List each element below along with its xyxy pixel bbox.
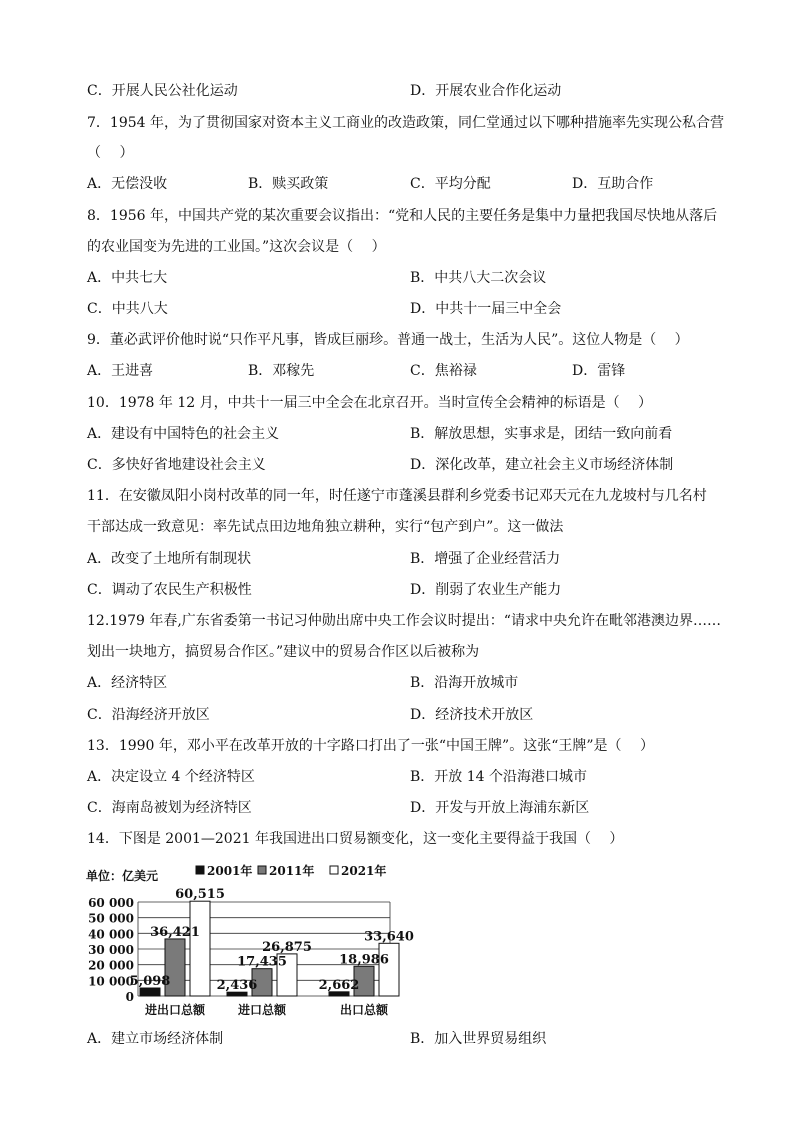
chart-unit-label: 单位：亿美元 bbox=[86, 869, 159, 883]
q7-option-a: A．无偿没收 bbox=[87, 176, 168, 192]
y-tick-label: 60 000 bbox=[88, 896, 134, 910]
q12-option-b: B．沿海开放城市 bbox=[410, 675, 519, 691]
q13-stem: 13．1990 年，邓小平在改革开放的十字路口打出了一张“中国王牌”。这张“王牌”是（ ） bbox=[87, 738, 654, 754]
q12-option-c: C．沿海经济开放区 bbox=[87, 707, 210, 723]
y-tick-label: 0 bbox=[125, 990, 134, 1004]
y-tick-label: 50 000 bbox=[88, 911, 134, 926]
bar-value-label: 2,662 bbox=[318, 977, 360, 993]
q7-stem-cont: （ ） bbox=[87, 145, 134, 161]
bar-value-label: 33,640 bbox=[364, 929, 414, 945]
legend-label: 2001年 bbox=[207, 864, 253, 878]
bar-value-label: 2,436 bbox=[216, 978, 258, 994]
q12-stem: 12.1979 年春,广东省委第一书记习仲勋出席中央工作会议时提出：“请求中央允许在毗邻港澳边界…… bbox=[87, 613, 721, 629]
q9-option-b: B．邓稼先 bbox=[248, 363, 315, 379]
q9-option-c: C．焦裕禄 bbox=[410, 363, 477, 379]
q9-option-d: D．雷锋 bbox=[572, 363, 626, 379]
q11-option-b: B．增强了企业经营活力 bbox=[410, 551, 561, 567]
q10-option-c: C．多快好省地建设社会主义 bbox=[87, 457, 266, 473]
q8-stem: 8．1956 年，中国共产党的某次重要会议指出：“党和人民的主要任务是集中力量把我国尽快地从落后 bbox=[87, 208, 718, 224]
chart-x-labels bbox=[144, 1002, 389, 1017]
bar-value-label: 18,986 bbox=[339, 952, 389, 968]
bar-value-label: 60,515 bbox=[175, 887, 225, 903]
x-category-label: 进口总额 bbox=[237, 1003, 287, 1017]
q13-option-c: C．海南岛被划为经济特区 bbox=[87, 800, 252, 816]
q8-option-a: A．中共七大 bbox=[87, 270, 168, 286]
bar-value-label: 26,875 bbox=[262, 939, 312, 955]
legend-label: 2011年 bbox=[269, 864, 315, 878]
q11-option-d: D．削弱了农业生产能力 bbox=[410, 582, 562, 598]
q13-option-a: A．决定设立 4 个经济特区 bbox=[87, 769, 255, 785]
q9-option-a: A．王进喜 bbox=[87, 363, 154, 379]
q14-option-a: A．建立市场经济体制 bbox=[87, 1031, 224, 1047]
q10-option-b: B．解放思想，实事求是，团结一致向前看 bbox=[410, 426, 673, 442]
legend-swatch bbox=[258, 866, 266, 874]
q14-option-b: B．加入世界贸易组织 bbox=[410, 1031, 547, 1047]
x-category-label: 出口总额 bbox=[339, 1003, 389, 1017]
q12-stem-cont: 划出一块地方，搞贸易合作区。”建议中的贸易合作区以后被称为 bbox=[87, 644, 480, 660]
q8-option-b: B．中共八大二次会议 bbox=[410, 270, 547, 286]
q11-stem: 11．在安徽凤阳小岗村改革的同一年，时任遂宁市蓬溪县群利乡党委书记邓天元在九龙坡村与几名村 bbox=[87, 488, 707, 504]
bar bbox=[140, 988, 160, 996]
legend-label: 2021年 bbox=[341, 864, 387, 878]
bar-value-label: 36,421 bbox=[150, 924, 200, 940]
q10-option-d: D．深化改革，建立社会主义市场经济体制 bbox=[410, 457, 674, 473]
bar-value-label: 5,098 bbox=[129, 974, 171, 990]
bar bbox=[379, 943, 399, 996]
chart-y-ticks bbox=[88, 896, 134, 1004]
q13-option-d: D．开发与开放上海浦东新区 bbox=[410, 800, 590, 816]
q12-option-a: A．经济特区 bbox=[87, 675, 168, 691]
chart-legend bbox=[196, 863, 386, 878]
q6-option-c: C．开展人民公社化运动 bbox=[87, 83, 238, 99]
q8-option-c: C．中共八大 bbox=[87, 301, 168, 317]
y-tick-label: 40 000 bbox=[88, 927, 134, 942]
q11-option-a: A．改变了土地所有制现状 bbox=[87, 551, 252, 567]
x-category-label: 进出口总额 bbox=[144, 1003, 206, 1017]
q11-option-c: C．调动了农民生产积极性 bbox=[87, 582, 252, 598]
q7-option-b: B．赎买政策 bbox=[248, 176, 329, 192]
y-tick-label: 30 000 bbox=[88, 943, 134, 957]
q7-option-d: D．互助合作 bbox=[572, 176, 654, 192]
y-tick-label: 10 000 bbox=[88, 974, 134, 989]
q14-stem: 14．下图是 2001—2021 年我国进出口贸易额变化，这一变化主要得益于我国（ ） bbox=[87, 831, 624, 847]
q13-option-b: B．开放 14 个沿海港口城市 bbox=[410, 769, 588, 785]
q10-stem: 10．1978 年 12 月，中共十一届三中全会在北京召开。当时宣传全会精神的标语是（ ） bbox=[87, 395, 653, 411]
q7-stem: 7．1954 年，为了贯彻国家对资本主义工商业的改造政策，同仁堂通过以下哪种措施率先实现公私合营 bbox=[87, 115, 724, 131]
q12-option-d: D．经济技术开放区 bbox=[410, 707, 534, 723]
q7-option-c: C．平均分配 bbox=[410, 176, 491, 192]
trade-bar-chart bbox=[86, 858, 414, 1020]
legend-swatch bbox=[196, 866, 204, 874]
q6-option-d: D．开展农业合作化运动 bbox=[410, 83, 562, 99]
q8-stem-cont: 的农业国变为先进的工业国。”这次会议是（ ） bbox=[87, 239, 386, 255]
bar bbox=[190, 901, 210, 996]
y-tick-label: 20 000 bbox=[88, 958, 134, 973]
bar-value-label: 17,435 bbox=[237, 954, 287, 970]
legend-swatch bbox=[330, 866, 338, 874]
q9-stem: 9．董必武评价他时说“只作平凡事，皆成巨丽珍。普通一战士，生活为人民”。这位人物是（ ） bbox=[87, 332, 689, 348]
q11-stem-cont: 干部达成一致意见：率先试点田边地角独立耕种，实行“包产到户”。这一做法 bbox=[87, 519, 564, 535]
q8-option-d: D．中共十一届三中全会 bbox=[410, 301, 562, 317]
q10-option-a: A．建设有中国特色的社会主义 bbox=[87, 426, 280, 442]
